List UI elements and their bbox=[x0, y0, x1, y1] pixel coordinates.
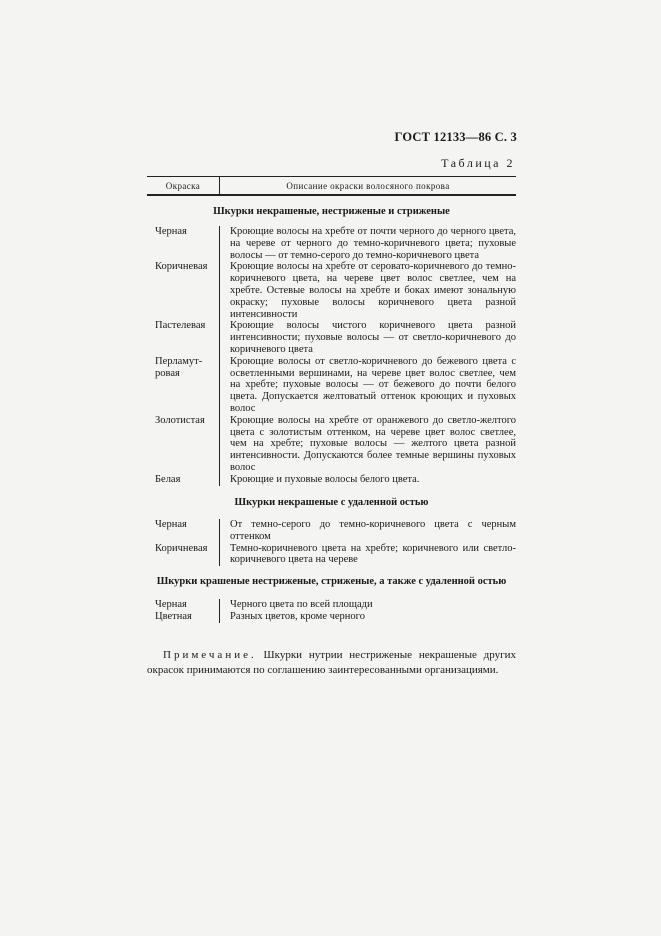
color-description: Черного цвета по всей площади bbox=[219, 599, 516, 611]
section-title-1: Шкурки некрашеные, нестриженые и стриженые bbox=[213, 206, 450, 217]
table-row bbox=[155, 261, 516, 320]
color-description: Кроющие волосы от светло-коричневого до бежевого цвета с осветленными вершинами, на череве цвет волос светлее, чем на хребте; пуховые волосы — от бежевого до почти белого цвета. Допускается желтоватый оттенок кроющих и пуховых волос bbox=[219, 356, 516, 415]
color-name: Золотистая bbox=[155, 414, 205, 426]
table-row bbox=[155, 611, 516, 623]
table-header bbox=[147, 176, 516, 196]
table-row bbox=[155, 474, 516, 486]
color-name: Черная bbox=[155, 519, 187, 530]
table-row bbox=[155, 356, 516, 415]
table-label: Таблица 2 bbox=[441, 156, 515, 170]
table-row bbox=[155, 320, 516, 355]
column-header-description: Описание окраски волосяного покрова bbox=[286, 180, 450, 191]
note-label: Примечание. bbox=[163, 649, 257, 661]
color-name: Цветная bbox=[155, 610, 192, 622]
table-note bbox=[147, 648, 516, 677]
color-name: Пастелевая bbox=[155, 320, 206, 332]
table-row bbox=[155, 543, 516, 567]
color-description: Кроющие волосы на хребте от серовато-коричневого до темно-коричневого цвета, на череве цвет волос светлее, чем на хребте. Остевые волосы на хребте и боках имеют зональную окраску; пуховые волосы коричневого цвета разной интенсивности bbox=[219, 261, 516, 320]
color-description: Темно-коричневого цвета на хребте; коричневого или светло-коричневого цвета на череве bbox=[219, 543, 516, 567]
section-title-3: Шкурки крашеные нестриженые, стриженые, а также с удаленной остью bbox=[156, 576, 507, 587]
color-description: От темно-серого до темно-коричневого цвета с черным оттенком bbox=[219, 519, 516, 543]
table-row bbox=[155, 415, 516, 474]
color-description: Кроющие волосы на хребте от оранжевого до светло-желтого цвета с золотистым оттенком, на череве цвет волос светлее, чем на хребте; пуховые волосы — желтого цвета разной интенсивности. Допускаются более темные вершины пуховых волос bbox=[219, 415, 516, 474]
note-text: Шкурки нутрии нестриженые некрашеные других окрасок принимаются по соглашению заинтересованными организациями. bbox=[147, 649, 516, 676]
column-header-color: Окраска bbox=[147, 177, 220, 194]
color-name: Коричневая bbox=[155, 261, 208, 273]
section-1-rows bbox=[155, 226, 516, 486]
color-name: Черная bbox=[155, 599, 187, 610]
color-description: Кроющие волосы чистого коричневого цвета разной интенсивности; пуховые волосы — от светло-коричневого до коричневого цвета bbox=[219, 320, 516, 355]
color-description: Кроющие и пуховые волосы белого цвета. bbox=[219, 474, 516, 486]
section-2-rows bbox=[155, 519, 516, 566]
color-description: Кроющие волосы на хребте от почти черного до черного цвета, на череве от черного до темно-коричневого цвета; пуховые волосы — от темно-серого до темно-коричневого цвета bbox=[219, 226, 516, 261]
table-row bbox=[155, 519, 516, 543]
color-name: Черная bbox=[155, 226, 187, 237]
color-name: Перламут-ровая bbox=[155, 355, 203, 379]
table-row bbox=[155, 226, 516, 261]
color-name: Коричневая bbox=[155, 542, 208, 554]
color-name: Белая bbox=[155, 473, 181, 485]
section-title-2: Шкурки некрашеные с удаленной остью bbox=[234, 497, 429, 508]
color-description: Разных цветов, кроме черного bbox=[219, 611, 516, 623]
table-row bbox=[155, 599, 516, 611]
page-header: ГОСТ 12133—86 С. 3 bbox=[394, 130, 517, 144]
section-3-rows bbox=[155, 599, 516, 623]
